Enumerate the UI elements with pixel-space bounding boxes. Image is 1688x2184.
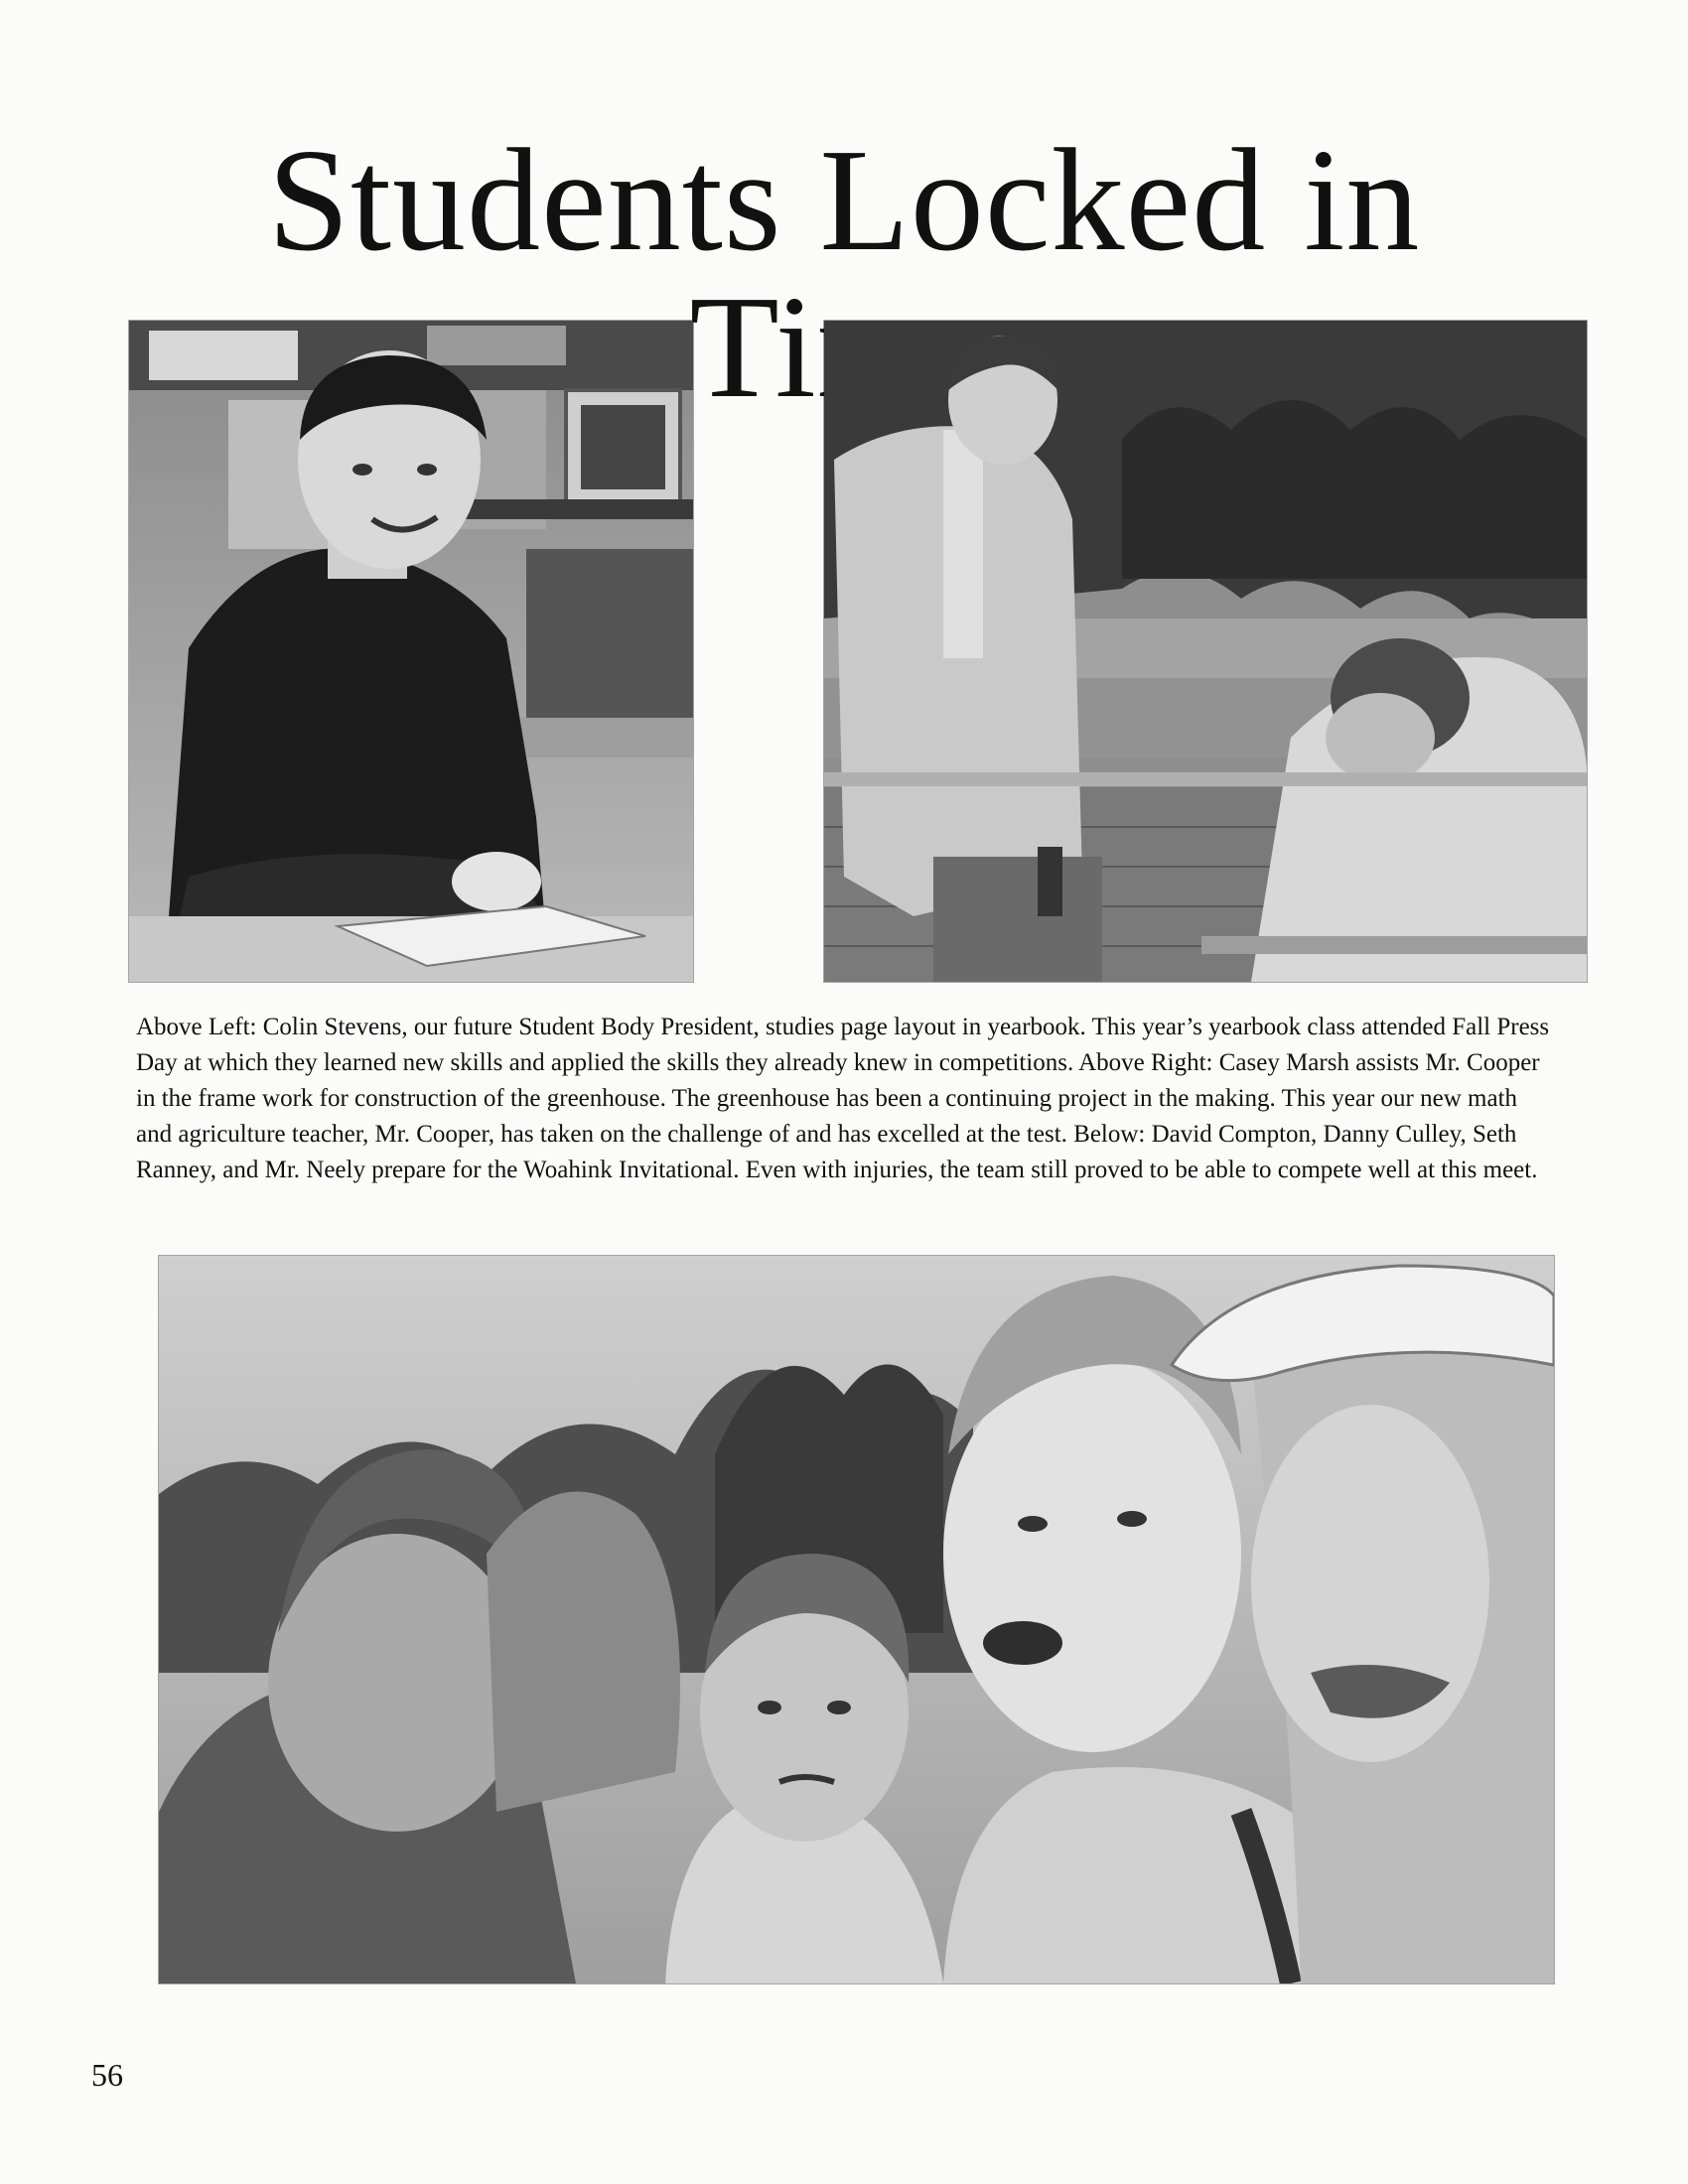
photo-student-classroom-image (129, 321, 693, 982)
photo-caption: Above Left: Colin Stevens, our future Student Body President, studies page layout in yearbook. This year’s yearbook class attended Fall Press Day at which they learned new skills and applied the skills they already knew in competitions. Above Right: Casey Marsh assists Mr. Cooper in the frame work for construction of the greenhouse. The greenhouse has been a continuing project in the making. This year our new math and agriculture teacher, Mr. Cooper, has taken on the challenge of and has excelled at the test. Below: David Compton, Danny Culley, Seth Ranney, and Mr. Neely prepare for the Woahink Invitational. Even with injuries, the team still proved to be able to compete well at this meet. (136, 1014, 1550, 1183)
page-number: 56 (91, 2057, 123, 2093)
photo-student-classroom (129, 321, 693, 982)
photo-greenhouse-construction (824, 321, 1587, 982)
page-title: Students Locked in (267, 119, 1421, 282)
photo-cross-country-team-image (159, 1256, 1554, 1983)
photo-greenhouse-construction-image (824, 321, 1587, 982)
photo-cross-country-team (159, 1256, 1554, 1983)
